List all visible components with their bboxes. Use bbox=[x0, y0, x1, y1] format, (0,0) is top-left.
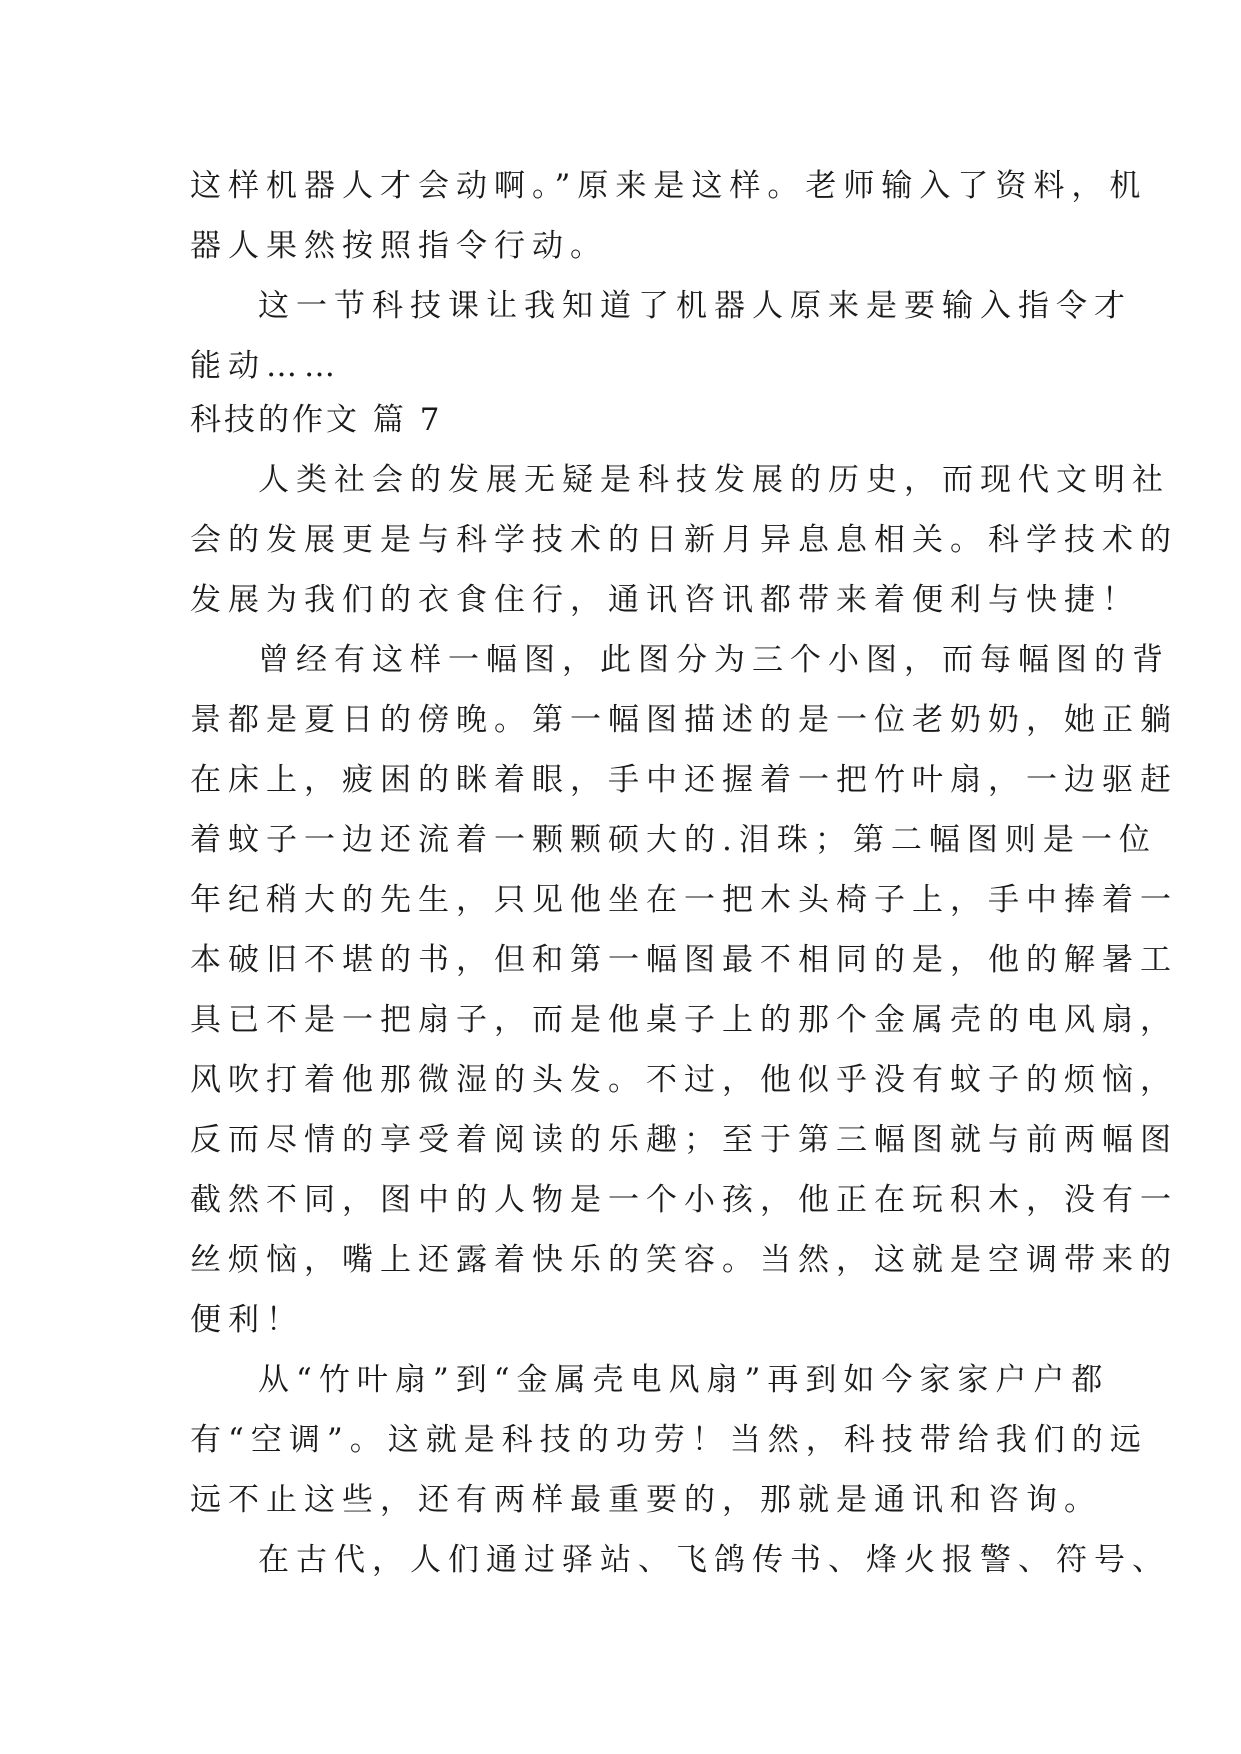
text-line-1: 这样机器人才会动啊。”原来是这样。老师输入了资料，机 bbox=[190, 168, 1148, 204]
text-line-8: 发展为我们的衣食住行，通讯咨讯都带来着便利与快捷！ bbox=[190, 582, 1140, 618]
text-line-13: 年纪稍大的先生，只见他坐在一把木头椅子上，手中捧着一 bbox=[190, 882, 1178, 918]
text-line-14: 本破旧不堪的书，但和第一幅图最不相同的是，他的解暑工 bbox=[190, 942, 1178, 978]
text-line-20: 便利！ bbox=[190, 1302, 304, 1338]
section-heading: 科技的作文 篇 7 bbox=[190, 402, 443, 438]
text-line-16: 风吹打着他那微湿的头发。不过，他似乎没有蚊子的烦恼， bbox=[190, 1062, 1178, 1098]
text-line-21: 从“竹叶扇”到“金属壳电风扇”再到如今家家户户都 bbox=[258, 1362, 1110, 1398]
text-line-9: 曾经有这样一幅图，此图分为三个小图，而每幅图的背 bbox=[258, 642, 1170, 678]
text-line-2: 器人果然按照指令行动。 bbox=[190, 228, 608, 264]
text-line-12: 着蚊子一边还流着一颗颗硕大的.泪珠；第二幅图则是一位 bbox=[190, 822, 1157, 858]
text-line-11: 在床上，疲困的眯着眼，手中还握着一把竹叶扇，一边驱赶 bbox=[190, 762, 1178, 798]
text-line-4: 能动…… bbox=[190, 348, 342, 384]
text-line-3: 这一节科技课让我知道了机器人原来是要输入指令才 bbox=[258, 288, 1132, 324]
text-line-10: 景都是夏日的傍晚。第一幅图描述的是一位老奶奶，她正躺 bbox=[190, 702, 1178, 738]
text-line-18: 截然不同，图中的人物是一个小孩，他正在玩积木，没有一 bbox=[190, 1182, 1178, 1218]
text-line-17: 反而尽情的享受着阅读的乐趣；至于第三幅图就与前两幅图 bbox=[190, 1122, 1178, 1158]
text-line-6: 人类社会的发展无疑是科技发展的历史，而现代文明社 bbox=[258, 462, 1170, 498]
text-line-15: 具已不是一把扇子，而是他桌子上的那个金属壳的电风扇， bbox=[190, 1002, 1178, 1038]
text-line-7: 会的发展更是与科学技术的日新月异息息相关。科学技术的 bbox=[190, 522, 1178, 558]
text-line-22: 有“空调”。这就是科技的功劳！当然，科技带给我们的远 bbox=[190, 1422, 1148, 1458]
text-line-19: 丝烦恼，嘴上还露着快乐的笑容。当然，这就是空调带来的 bbox=[190, 1242, 1178, 1278]
text-line-23: 远不止这些，还有两样最重要的，那就是通讯和咨询。 bbox=[190, 1482, 1102, 1518]
text-line-24: 在古代，人们通过驿站、飞鸽传书、烽火报警、符号、 bbox=[258, 1542, 1170, 1578]
